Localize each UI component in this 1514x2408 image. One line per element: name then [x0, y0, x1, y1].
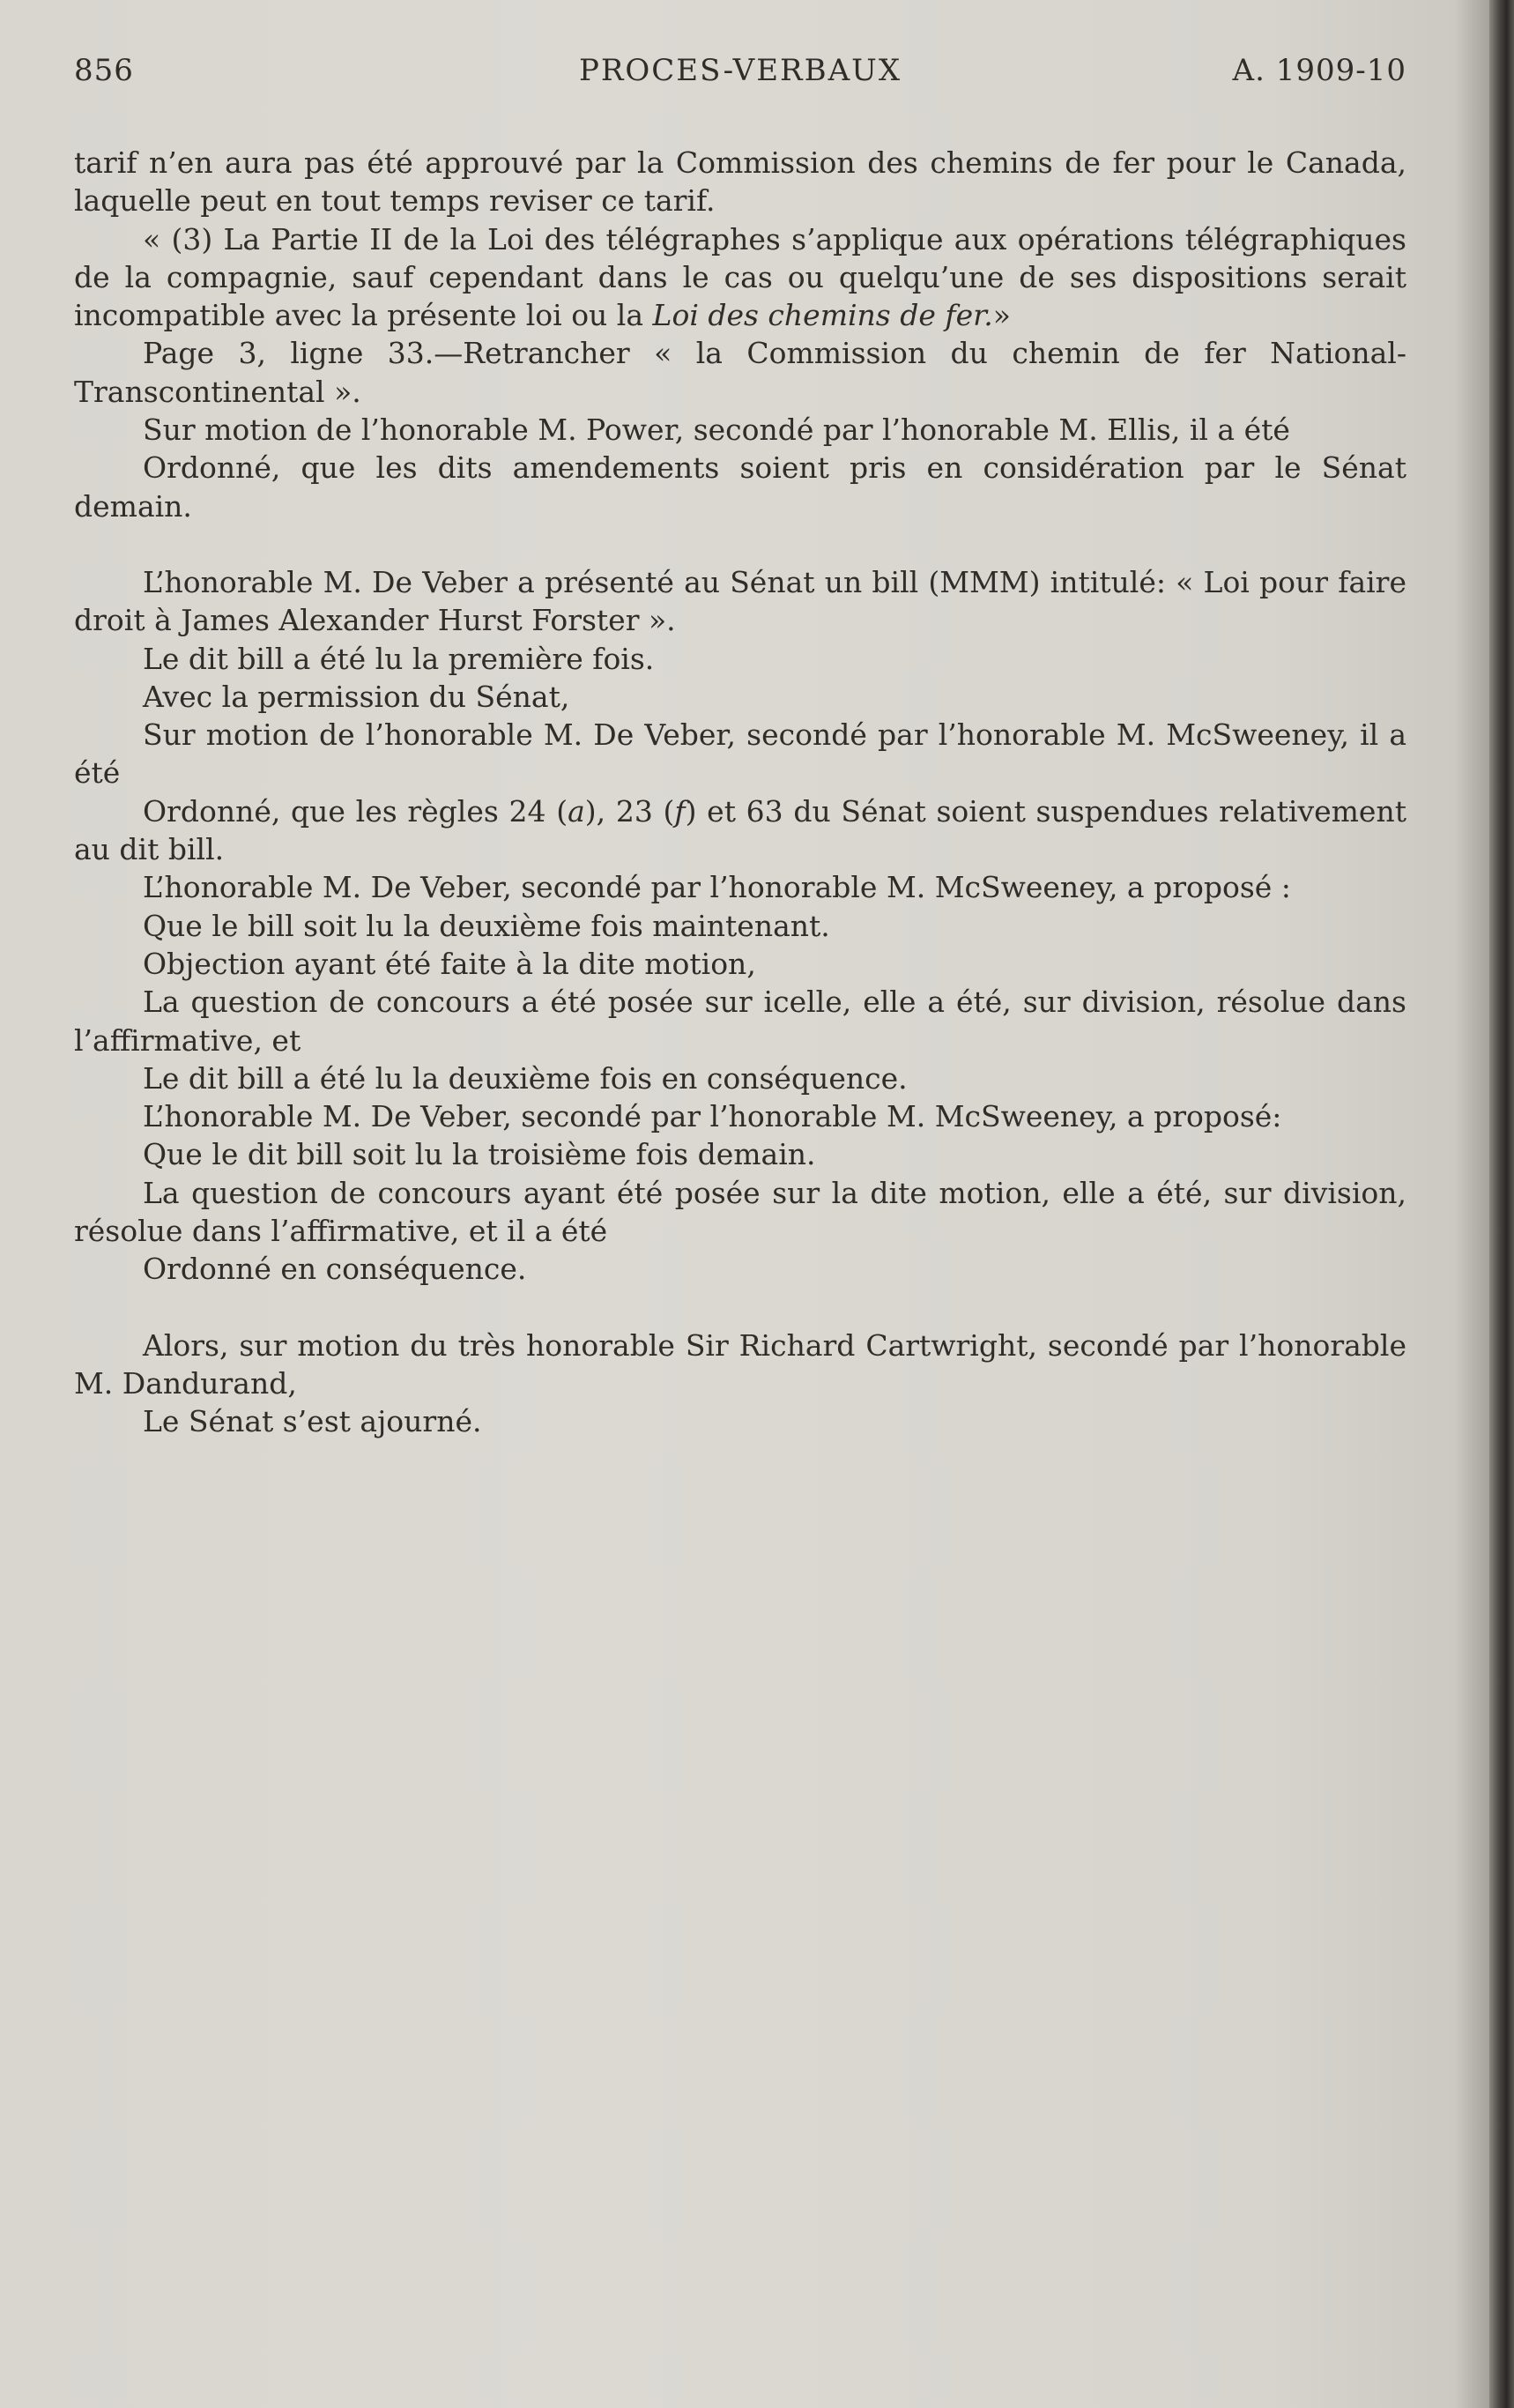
- paragraph: L’honorable M. De Veber, secondé par l’honorable M. McSweeney, a proposé :: [143, 870, 1291, 905]
- paragraph: Que le dit bill soit lu la troisième fois demain.: [143, 1137, 816, 1172]
- section-gap: [74, 1289, 1406, 1327]
- document-body: [74, 144, 1406, 1441]
- italic-text: Loi des chemins de fer.: [652, 298, 993, 333]
- paragraph: Avec la permission du Sénat,: [143, 679, 570, 714]
- section-gap: [74, 525, 1406, 563]
- paragraph: Que le bill soit lu la deuxième fois maintenant.: [143, 908, 830, 943]
- paragraph: Page 3, ligne 33.—Retrancher « la Commission du chemin de fer National-Transcontinental ».: [74, 336, 1406, 409]
- paragraph: Sur motion de l’honorable M. De Veber, secondé par l’honorable M. McSweeney, il a été: [74, 717, 1406, 791]
- paragraph: Alors, sur motion du très honorable Sir Richard Cartwright, secondé par l’honorable M. Dandurand,: [74, 1327, 1406, 1401]
- paragraph: « (3) La Partie II de la Loi des télégraphes s’applique aux opérations télégraphiques de la compagnie, sauf cependant dans le cas ou quelqu’une de ses dispositions serait incompatible avec la présente loi ou la Loi des chemins de fer.»: [74, 221, 1406, 333]
- paragraph: L’honorable M. De Veber, secondé par l’honorable M. McSweeney, a proposé:: [143, 1099, 1282, 1134]
- paragraph: Sur motion de l’honorable M. Power, secondé par l’honorable M. Ellis, il a été: [143, 412, 1290, 448]
- paragraph: Le dit bill a été lu la première fois.: [143, 641, 655, 676]
- italic-text: a: [568, 793, 585, 829]
- book-spine: [1489, 0, 1514, 2408]
- session-label: A. 1909-10: [1232, 53, 1406, 88]
- paragraph: La question de concours a été posée sur icelle, elle a été, sur division, résolue dans l’affirmative, et: [74, 985, 1406, 1058]
- page-edge-shadow: [1454, 0, 1489, 2408]
- page-number: 856: [74, 53, 134, 88]
- paragraph: Ordonné, que les dits amendements soient pris en considération par le Sénat demain.: [74, 450, 1406, 524]
- paragraph: La question de concours ayant été posée sur la dite motion, elle a été, sur division, résolue dans l’affirmative, et il a été: [74, 1175, 1406, 1249]
- running-title: PROCES-VERBAUX: [578, 53, 902, 88]
- paragraph: Ordonné en conséquence.: [143, 1252, 527, 1287]
- paragraph: Objection ayant été faite à la dite motion,: [143, 946, 756, 981]
- paragraph: tarif n’en aura pas été approuvé par la Commission des chemins de fer pour le Canada, laquelle peut en tout temps reviser ce tarif.: [74, 145, 1406, 219]
- paragraph: Ordonné, que les règles 24 (a), 23 (f) et 63 du Sénat soient suspendues relativement au dit bill.: [74, 793, 1406, 867]
- paragraph: Le Sénat s’est ajourné.: [143, 1404, 482, 1439]
- paragraph: L’honorable M. De Veber a présenté au Sénat un bill (MMM) intitulé: « Loi pour faire droit à James Alexander Hurst Forster ».: [74, 564, 1406, 638]
- page-header: [74, 53, 1406, 92]
- italic-text: f: [674, 793, 686, 829]
- paragraph: Le dit bill a été lu la deuxième fois en conséquence.: [143, 1060, 908, 1096]
